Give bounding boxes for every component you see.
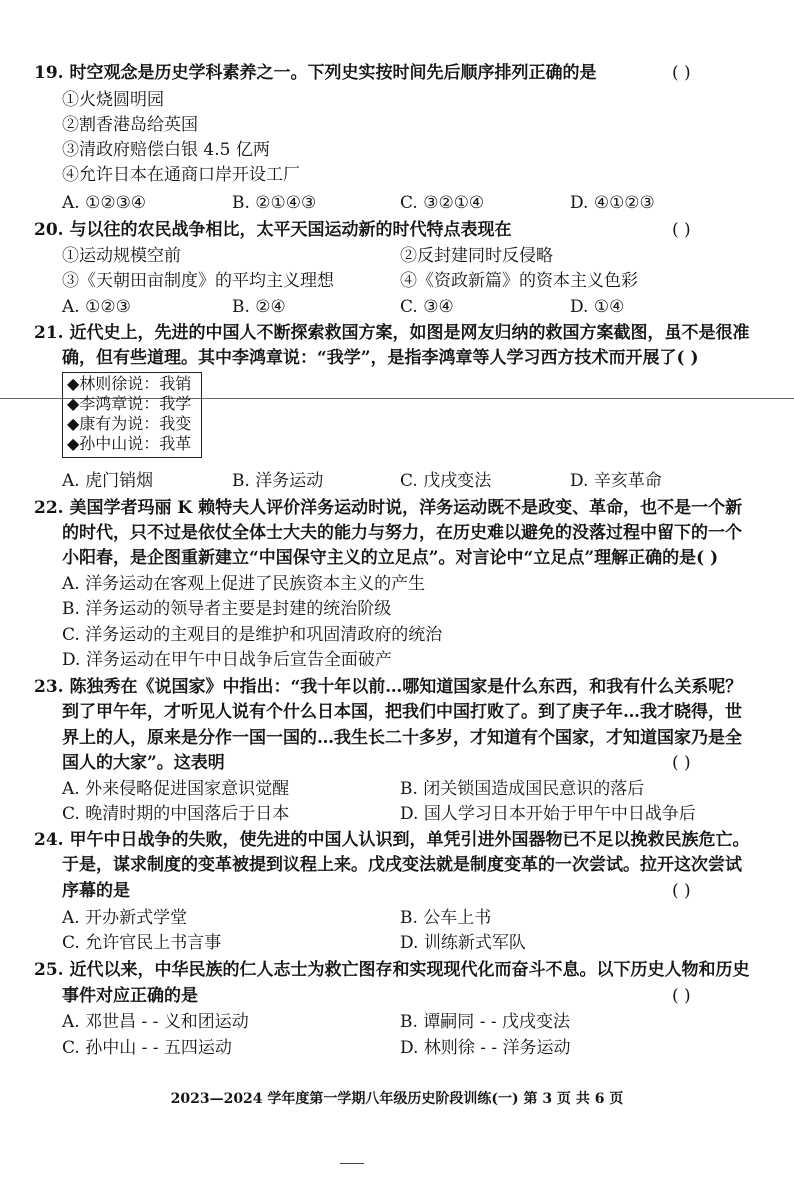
q23-stem-line-3: 界上的人，原来是分作一国一国的…我生长二十多岁，才知道有个国家，才知道国家乃是全 <box>62 728 742 748</box>
q21-stem-line-2: 确，但有些道理。其中李鸿章说：“我学”，是指李鸿章等人学习西方技术而开展了( ) <box>62 348 699 368</box>
q25-stem-line-2: 事件对应正确的是 <box>62 986 198 1006</box>
q20-item-2: ②反封建同时反侵略 <box>400 246 553 266</box>
q20-option-d: D. ①④ <box>570 297 625 317</box>
q19-option-a: A. ①②③④ <box>62 193 147 213</box>
q25-option-b: B. 谭嗣同 - - 戊戌变法 <box>400 1012 570 1032</box>
q23-stem-line-2: 到了甲午年，才听见人说有个什么日本国，把我们中国打败了。到了庚子年…我才晓得，世 <box>62 702 742 722</box>
q24-option-a: A. 开办新式学堂 <box>62 908 188 928</box>
q20-item-1: ①运动规模空前 <box>62 246 181 266</box>
q22-option-a: A. 洋务运动在客观上促进了民族资本主义的产生 <box>62 574 426 594</box>
q21-box-line-1: ◆林则徐说：我销 <box>67 374 192 393</box>
q21-box-line-2: ◆李鸿章说：我学 <box>67 394 192 413</box>
q21-quote-box <box>62 372 202 458</box>
q21-box-line-3: ◆康有为说：我变 <box>67 414 192 433</box>
q24-answer-blank: ( ) <box>672 881 691 901</box>
q20-option-a: A. ①②③ <box>62 297 131 317</box>
q23-option-c: C. 晚清时期的中国落后于日本 <box>62 804 290 824</box>
q25-stem-line-1: 25. 近代以来，中华民族的仁人志士为救亡图存和实现现代化而奋斗不息。以下历史人物和历史 <box>34 960 750 980</box>
q23-stem-line-1: 23. 陈独秀在《说国家》中指出：“我十年以前…哪知道国家是什么东西，和我有什么关系呢？ <box>34 677 743 697</box>
q23-option-a: A. 外来侵略促进国家意识觉醒 <box>62 779 290 799</box>
q22-stem-line-2: 的时代，只不过是依仗全体士大夫的能力与努力，在历史难以避免的没落过程中留下的一个 <box>62 523 742 543</box>
q21-option-d: D. 辛亥革命 <box>570 471 662 491</box>
q23-option-b: B. 闭关锁国造成国民意识的落后 <box>400 779 645 799</box>
q19-option-c: C. ③②①④ <box>400 193 485 213</box>
q20-option-b: B. ②④ <box>232 297 286 317</box>
q21-stem-line-1: 21. 近代史上，先进的中国人不断探索救国方案，如图是网友归纳的救国方案截图，虽不是很准 <box>34 323 750 343</box>
q24-option-b: B. 公车上书 <box>400 908 492 928</box>
q19-item-2: ②割香港岛给英国 <box>62 115 198 135</box>
q25-option-d: D. 林则徐 - - 洋务运动 <box>400 1038 571 1058</box>
q20-stem: 20. 与以往的农民战争相比，太平天国运动新的时代特点表现在 <box>34 220 512 240</box>
q22-option-c: C. 洋务运动的主观目的是维护和巩固清政府的统治 <box>62 625 443 645</box>
q20-item-3: ③《天朝田亩制度》的平均主义理想 <box>62 271 334 291</box>
q20-item-4: ④《资政新篇》的资本主义色彩 <box>400 271 638 291</box>
q22-option-d: D. 洋务运动在甲午中日战争后宣告全面破产 <box>62 650 392 670</box>
q23-answer-blank: ( ) <box>672 753 691 773</box>
q23-option-d: D. 国人学习日本开始于甲午中日战争后 <box>400 804 696 824</box>
q24-option-c: C. 允许官民上书言事 <box>62 933 222 953</box>
q22-option-b: B. 洋务运动的领导者主要是封建的统治阶级 <box>62 599 392 619</box>
q20-answer-blank: ( ) <box>672 220 691 240</box>
q19-option-d: D. ④①②③ <box>570 193 655 213</box>
bottom-dash <box>340 1163 364 1164</box>
q21-option-b: B. 洋务运动 <box>232 471 324 491</box>
q25-option-c: C. 孙中山 - - 五四运动 <box>62 1038 232 1058</box>
q19-item-4: ④允许日本在通商口岸开设工厂 <box>62 165 300 185</box>
q21-option-c: C. 戊戌变法 <box>400 471 492 491</box>
page-footer: 2023—2024 学年度第一学期八年级历史阶段训练(一) 第 3 页 共 6 页 <box>170 1091 624 1107</box>
q23-stem-line-4: 国人的大家”。这表明 <box>62 753 225 773</box>
q24-stem-line-3: 序幕的是 <box>62 881 130 901</box>
q22-stem-line-3: 小阳春，是企图重新建立“中国保守主义的立足点”。对言论中“立足点”理解正确的是( ) <box>62 548 719 568</box>
q21-box-line-4: ◆孙中山说：我革 <box>67 434 192 453</box>
q19-answer-blank: ( ) <box>672 63 691 83</box>
q19-option-b: B. ②①④③ <box>232 193 317 213</box>
q25-answer-blank: ( ) <box>672 986 691 1006</box>
q24-stem-line-1: 24. 甲午中日战争的失败，使先进的中国人认识到，单凭引进外国器物已不足以挽救民族危亡。 <box>34 830 750 850</box>
q22-stem-line-1: 22. 美国学者玛丽 K 赖特夫人评价洋务运动时说，洋务运动既不是政变、革命，也不是一个新 <box>34 498 743 518</box>
q21-option-a: A. 虎门销烟 <box>62 471 154 491</box>
q19-stem: 19. 时空观念是历史学科素养之一。下列史实按时间先后顺序排列正确的是 <box>34 63 597 83</box>
q24-stem-line-2: 于是，谋求制度的变革被提到议程上来。戊戌变法就是制度变革的一次尝试。拉开这次尝试 <box>62 855 742 875</box>
q19-item-3: ③清政府赔偿白银 4.5 亿两 <box>62 140 270 160</box>
q20-option-c: C. ③④ <box>400 297 454 317</box>
q24-option-d: D. 训练新式军队 <box>400 933 526 953</box>
q19-item-1: ①火烧圆明园 <box>62 90 164 110</box>
q25-option-a: A. 邓世昌 - - 义和团运动 <box>62 1012 249 1032</box>
